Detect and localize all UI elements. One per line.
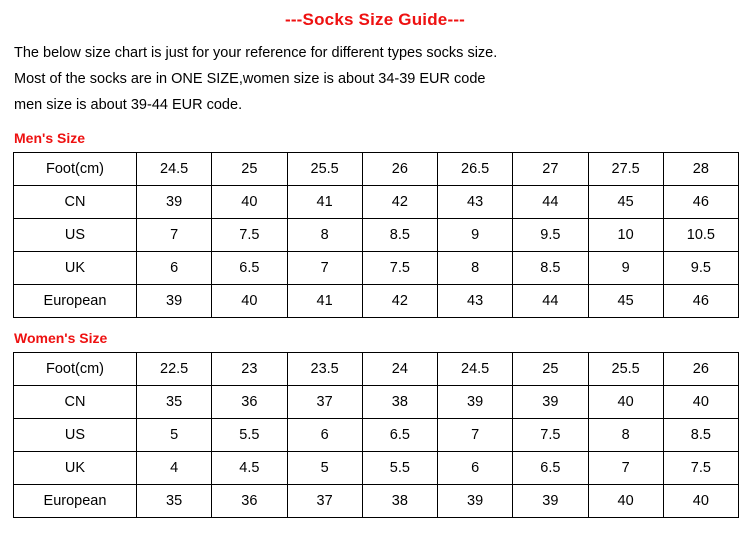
cell: 26 — [362, 153, 437, 186]
intro-line-1: The below size chart is just for your reference for different types socks size. — [14, 45, 498, 61]
cell: 42 — [362, 285, 437, 318]
cell: 43 — [438, 186, 513, 219]
cell: 7.5 — [513, 419, 588, 452]
cell: 46 — [663, 186, 738, 219]
cell: 45 — [588, 285, 663, 318]
row-header: Foot(cm) — [14, 153, 137, 186]
cell: 7.5 — [663, 452, 738, 485]
cell: 39 — [438, 485, 513, 518]
cell: 23.5 — [287, 353, 362, 386]
cell: 40 — [663, 386, 738, 419]
cell: 8 — [438, 252, 513, 285]
cell: 40 — [588, 485, 663, 518]
cell: 10.5 — [663, 219, 738, 252]
cell: 25.5 — [588, 353, 663, 386]
table-row — [14, 353, 739, 386]
table-row — [14, 186, 739, 219]
table-row — [14, 419, 739, 452]
intro-text — [14, 40, 738, 118]
mens-size-table — [13, 152, 739, 318]
cell: 7.5 — [212, 219, 287, 252]
cell: 4.5 — [212, 452, 287, 485]
cell: 7.5 — [362, 252, 437, 285]
cell: 27 — [513, 153, 588, 186]
cell: 5.5 — [212, 419, 287, 452]
row-header: CN — [14, 186, 137, 219]
cell: 26 — [663, 353, 738, 386]
cell: 9 — [438, 219, 513, 252]
cell: 7 — [137, 219, 212, 252]
cell: 39 — [513, 386, 588, 419]
cell: 43 — [438, 285, 513, 318]
cell: 6 — [137, 252, 212, 285]
cell: 10 — [588, 219, 663, 252]
cell: 4 — [137, 452, 212, 485]
cell: 35 — [137, 485, 212, 518]
cell: 27.5 — [588, 153, 663, 186]
cell: 38 — [362, 386, 437, 419]
cell: 8.5 — [513, 252, 588, 285]
cell: 5 — [287, 452, 362, 485]
cell: 37 — [287, 485, 362, 518]
womens-size-label: Women's Size — [14, 330, 108, 346]
cell: 28 — [663, 153, 738, 186]
row-header: European — [14, 285, 137, 318]
cell: 42 — [362, 186, 437, 219]
table-row — [14, 452, 739, 485]
cell: 26.5 — [438, 153, 513, 186]
cell: 37 — [287, 386, 362, 419]
cell: 5.5 — [362, 452, 437, 485]
cell: 9 — [588, 252, 663, 285]
cell: 6 — [287, 419, 362, 452]
table-row — [14, 485, 739, 518]
intro-line-2: Most of the socks are in ONE SIZE,women size is about 34-39 EUR code — [14, 71, 486, 87]
cell: 40 — [212, 186, 287, 219]
cell: 6 — [438, 452, 513, 485]
cell: 46 — [663, 285, 738, 318]
row-header: UK — [14, 252, 137, 285]
cell: 7 — [287, 252, 362, 285]
cell: 7 — [588, 452, 663, 485]
cell: 40 — [663, 485, 738, 518]
cell: 39 — [438, 386, 513, 419]
cell: 22.5 — [137, 353, 212, 386]
cell: 40 — [212, 285, 287, 318]
cell: 6.5 — [362, 419, 437, 452]
row-header: US — [14, 419, 137, 452]
row-header: CN — [14, 386, 137, 419]
cell: 25 — [513, 353, 588, 386]
cell: 24 — [362, 353, 437, 386]
cell: 35 — [137, 386, 212, 419]
cell: 7 — [438, 419, 513, 452]
cell: 6.5 — [212, 252, 287, 285]
cell: 25 — [212, 153, 287, 186]
table-row — [14, 153, 739, 186]
cell: 8 — [287, 219, 362, 252]
cell: 8 — [588, 419, 663, 452]
cell: 45 — [588, 186, 663, 219]
table-row — [14, 219, 739, 252]
cell: 41 — [287, 186, 362, 219]
row-header: UK — [14, 452, 137, 485]
cell: 40 — [588, 386, 663, 419]
table-row — [14, 285, 739, 318]
page-title: ---Socks Size Guide--- — [284, 10, 466, 29]
cell: 5 — [137, 419, 212, 452]
cell: 9.5 — [513, 219, 588, 252]
mens-size-label: Men's Size — [14, 130, 86, 146]
cell: 24.5 — [137, 153, 212, 186]
cell: 44 — [513, 186, 588, 219]
intro-line-3: men size is about 39-44 EUR code. — [14, 97, 243, 113]
cell: 23 — [212, 353, 287, 386]
cell: 39 — [137, 186, 212, 219]
cell: 6.5 — [513, 452, 588, 485]
cell: 39 — [513, 485, 588, 518]
cell: 24.5 — [438, 353, 513, 386]
cell: 36 — [212, 386, 287, 419]
row-header: Foot(cm) — [14, 353, 137, 386]
cell: 25.5 — [287, 153, 362, 186]
cell: 38 — [362, 485, 437, 518]
womens-size-table — [13, 352, 739, 518]
cell: 36 — [212, 485, 287, 518]
cell: 44 — [513, 285, 588, 318]
row-header: European — [14, 485, 137, 518]
table-row — [14, 252, 739, 285]
table-row — [14, 386, 739, 419]
row-header: US — [14, 219, 137, 252]
cell: 8.5 — [663, 419, 738, 452]
cell: 9.5 — [663, 252, 738, 285]
cell: 39 — [137, 285, 212, 318]
cell: 41 — [287, 285, 362, 318]
cell: 8.5 — [362, 219, 437, 252]
